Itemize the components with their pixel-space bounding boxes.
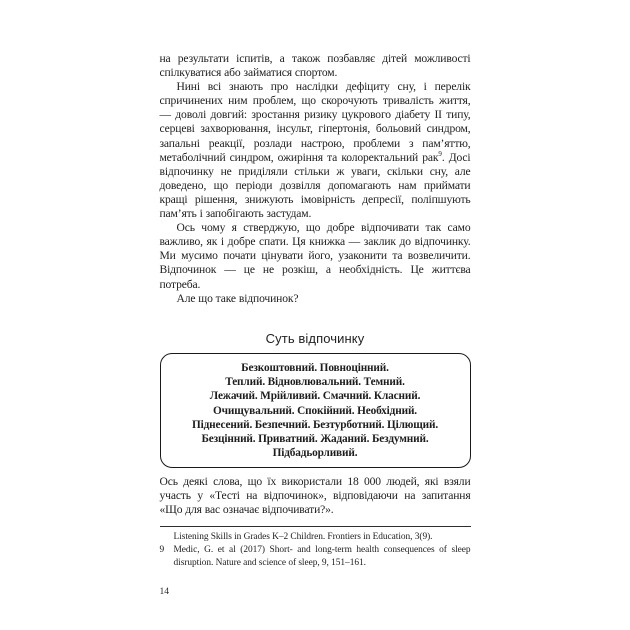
rest-word-line: Теплий. Відновлювальний. Темний. <box>225 375 405 388</box>
paragraph-exam-results: на результати іспитів, а також позбавляє дітей можливості спілкуватися або займатися спортом. <box>159 52 471 80</box>
rest-word-line: Безцінний. Приватний. Жаданий. Бездумний. <box>201 433 429 446</box>
rest-word-line: Безкоштовний. Повноцінний. <box>241 361 389 374</box>
rest-word-line: Очищувальний. Спокійний. Необхідний. <box>213 404 417 417</box>
footnote-number: 9 <box>159 545 165 556</box>
paragraph-sleep-deficit <box>160 80 471 221</box>
footnote-runover: Listening Skills in Grades K–2 Children. Frontiers in Education, 3(9). <box>173 532 433 543</box>
footnote-text: Medic, G. et al (2017) Short- and long-term health consequences of sleep disruption. Nature and science of sleep, 9, 151–161. <box>173 545 471 569</box>
footnotes <box>160 531 471 570</box>
rest-word-line: Підбадьорливий. <box>272 447 358 460</box>
footnote-item <box>160 544 471 570</box>
paragraph-rest-test: Ось деякі слова, що їх використали 18 000 людей, які взяли участь у «Тесті на відпочинок», відповідаючи на запитання «Що для вас означає відпочивати?». <box>159 474 471 516</box>
paragraph-rest-claim: Ось чому я стверджую, що добре відпочивати так само важливо, як і добре спати. Ця книжка — заклик до відпочинку. Ми мусимо почати цінувати його, узаконити та возвеличити. Відпочинок — це не розкіш, а необхідність. Це життєва потреба. <box>159 221 471 291</box>
text-column <box>160 0 471 598</box>
page-number: 14 <box>159 586 170 598</box>
footnote-divider <box>160 526 471 527</box>
paragraph-question: Але що таке відпочинок? <box>176 291 299 305</box>
rest-words-box <box>160 353 471 468</box>
rest-word-line: Лежачий. Мрійливий. Смачний. Класний. <box>209 390 421 403</box>
paragraph-sleep-deficit-text-after: . Досі відпочинку не приділяли стільки ж уваги, скільки сну, але доведено, що періоди дозвілля допомагають нам приймати кращі рішення, знижують імовірність депресії, поліпшують пам’ять і запобігають застудам. <box>159 150 471 221</box>
paragraph-sleep-deficit-text-before: Нині всі знають про наслідки дефіциту сну, і перелік спричинених ним проблем, що скорочують тривалість життя, — доволі довгий: зростання ризику цукрового діабету II типу, серцеві захворювання, інсульт, гіпертонія, больовий синдром, запальні реакції, розлади настрою, проблеми з пам’яттю, метаболічний синдром, ожиріння та колоректальний рак <box>159 80 471 164</box>
rest-word-line: Піднесений. Безпечний. Безтурботний. Цілющий. <box>191 418 439 431</box>
footnote-reference-9: 9 <box>438 149 442 158</box>
section-heading-rest-essence: Суть відпочинку <box>265 330 365 346</box>
